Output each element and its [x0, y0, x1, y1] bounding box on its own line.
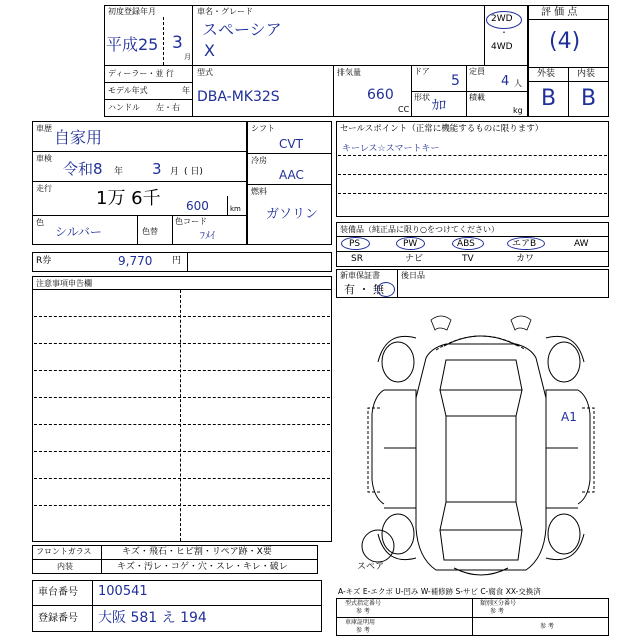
mileage-value: 1万 6千 [96, 188, 161, 209]
drive-dot: ・ [500, 28, 508, 37]
model-year-label: モデル年式 [108, 86, 148, 95]
km-unit: km [230, 205, 241, 213]
handle-options: 左・右 [156, 103, 180, 112]
exterior-value: B [541, 86, 557, 111]
cc-label: CC [398, 105, 410, 114]
sales-points-panel [336, 121, 609, 217]
mileage-label: 走行 [36, 184, 52, 193]
pw-circle [396, 237, 425, 250]
inspection-day: ( 日) [184, 167, 203, 177]
class-spec-label: 類別区分番号 [480, 600, 517, 607]
displacement-value: 660 [367, 87, 394, 103]
ac-label: 冷房 [251, 156, 267, 165]
ps-circle [341, 237, 370, 250]
equip-pw: PW [403, 239, 418, 249]
inspection-month: 3 [152, 160, 162, 178]
color-code-label: 色コード [175, 217, 207, 226]
damage-legend: A-キズ E-エクボ U-凹み W-補修跡 S-サビ C-腐食 XX-交換済 [338, 587, 541, 596]
equip-sr: SR [351, 254, 363, 264]
equip-ps: PS [349, 239, 361, 249]
spare-label: スペア [357, 562, 385, 572]
exterior-label: 外装 [537, 69, 556, 79]
recycle-label: R券 [36, 256, 52, 266]
chassis-label: 車台番号 [38, 587, 78, 598]
dealer-label: ディーラー・並 行 [108, 69, 174, 78]
type-label: 型式 [197, 68, 213, 77]
inspection-era: 令和8 [63, 160, 103, 178]
drive-4wd: 4WD [491, 42, 513, 52]
shift-label: シフト [251, 124, 275, 133]
kg-label: kg [513, 106, 523, 115]
garage-cert-label: 車庫証明用 [345, 619, 376, 626]
fuel-label: 燃料 [251, 187, 267, 196]
warranty-none-circle [377, 282, 395, 297]
rating-label: 評 価 点 [541, 7, 578, 18]
inspection-month-unit: 月 [170, 167, 180, 177]
shape-value: ｶﾛ [432, 98, 446, 114]
capacity-unit: 人 [514, 79, 522, 88]
recycle-panel [32, 252, 332, 272]
recycle-value: 9,770 [118, 254, 153, 268]
recycle-unit: 円 [172, 256, 182, 266]
ref-4: 参 考 [540, 623, 554, 630]
plate-label: 登録番号 [38, 613, 78, 624]
capacity-label: 定員 [469, 67, 485, 76]
chassis-value: 100541 [98, 584, 148, 599]
equip-tv: TV [462, 254, 474, 264]
plate-value: 大阪 581 え 194 [98, 610, 207, 626]
month-unit: 月 [184, 53, 191, 61]
equip-aw: AW [574, 239, 589, 249]
sales-points-label: セールスポイント（正常に機能するものに限ります） [340, 124, 544, 134]
car-name-label: 車名・グレード [197, 7, 253, 16]
car-diagram [336, 298, 626, 598]
door-value: 5 [451, 73, 460, 89]
interior-glass-label: 内装 [57, 562, 73, 571]
warranty-label: 新車保証書 [340, 271, 380, 280]
ref-3: 参 考 [356, 627, 370, 634]
abs-circle [452, 237, 484, 250]
color-code-value: ﾌﾒｲ [200, 231, 215, 242]
inspection-label: 車検 [36, 154, 52, 163]
interior-glass-options: キズ・汚レ・コゲ・穴・スレ・キレ・破レ [117, 562, 288, 572]
rating-score: (4) [549, 29, 581, 54]
year-unit: 年 [114, 167, 124, 177]
door-label: ドア [414, 67, 430, 76]
color-type-label: 色替 [142, 227, 158, 236]
drive-2wd: 2WD [491, 14, 513, 24]
model-spec-label: 型式指定番号 [345, 600, 382, 607]
equip-abs: ABS [457, 239, 475, 249]
front-glass-options: キズ・飛石・ヒビ割・リペア跡・X要 [122, 547, 272, 557]
first-reg-month: 3 [172, 33, 183, 53]
type-value: DBA-MK32S [197, 89, 280, 105]
car-name: スペーシア [202, 20, 282, 39]
capacity-value: 4 [501, 74, 510, 89]
interior-value: B [581, 86, 597, 111]
car-grade: X [204, 41, 215, 60]
equip-leather: カワ [516, 254, 535, 264]
first-reg-label: 初度登録年月 [108, 7, 156, 16]
handle-label: ハンドル [108, 103, 140, 112]
interior-label: 内装 [577, 69, 596, 79]
color-label: 色 [36, 218, 44, 227]
shift-value: CVT [279, 137, 303, 151]
displacement-label: 排気量 [337, 68, 361, 77]
airbag-circle [507, 237, 545, 250]
shape-label: 形状 [414, 93, 430, 102]
equip-navi: ナビ [405, 254, 424, 264]
equip-airbag: エアB [512, 239, 537, 249]
first-reg-era: 平成25 [106, 35, 159, 54]
damage-a1: A1 [561, 410, 577, 424]
history-value: 自家用 [54, 128, 103, 147]
sales-point-item: キーレス☆スマートキー [342, 144, 440, 154]
later-label: 後日品 [401, 271, 425, 280]
header-panel [104, 5, 528, 117]
ref-1: 参 考 [356, 608, 370, 615]
ref-2: 参 考 [490, 608, 504, 615]
warranty-options: 有 ・ 無 [344, 283, 384, 296]
history-label: 車歴 [36, 124, 52, 133]
fuel-value: ガソリン [266, 207, 319, 222]
equipment-label: 装備品（純正品に限り○をつけてください） [340, 225, 499, 234]
load-label: 積載 [469, 93, 485, 102]
notes-label: 注意事項申告欄 [36, 279, 92, 288]
color-value: シルバー [55, 225, 102, 239]
year-label: 年 [182, 86, 190, 95]
ac-value: AAC [279, 168, 304, 182]
front-glass-label: フロントガラス [36, 547, 92, 556]
mileage-extra: 600 [186, 199, 209, 213]
